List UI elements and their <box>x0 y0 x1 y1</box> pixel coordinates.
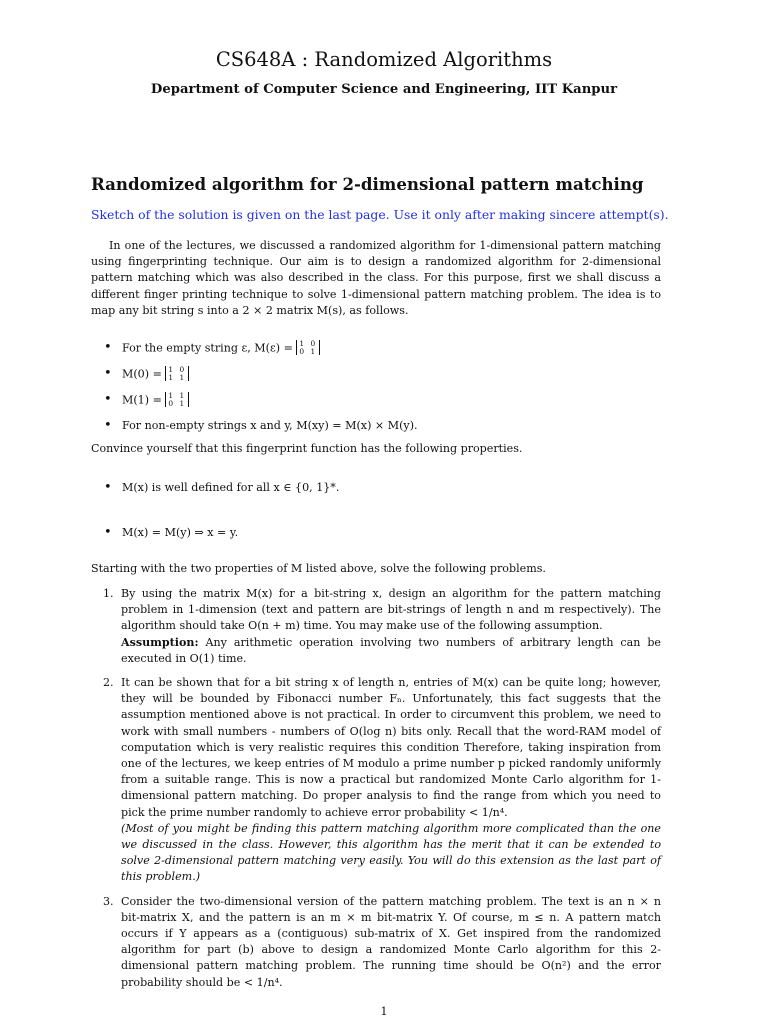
definition-zero-text: M(0) = <box>122 367 166 381</box>
problem-text: Consider the two-dimensional version of the pattern matching problem. The text is an n × n bit-matrix X, and the pattern is an m × m bit-matrix Y. Of course, m ≤ n. A pattern match occurs if Y appears as a (contiguous) sub-matrix of X. Get inspired from the randomized algorithm for part (b) above to design a randomized Monte Carlo algorithm for this 2-dimensional pattern matching problem. The running time should be O(n²) and the error probability should be < 1/n⁴. <box>121 894 661 989</box>
problem-3 <box>103 894 661 991</box>
problem-number: 2. <box>103 676 114 690</box>
assumption-text: Any arithmetic operation involving two numbers of arbitrary length can be executed in O(1) time. <box>121 635 661 665</box>
section-title: Randomized algorithm for 2-dimensional pattern matching <box>91 174 644 194</box>
solution-note: Sketch of the solution is given on the last page. Use it only after making sincere attempt(s). <box>91 207 669 222</box>
department-line: Department of Computer Science and Engineering, IIT Kanpur <box>150 82 618 97</box>
problem-text: It can be shown that for a bit string x of length n, entries of M(x) can be quite long; however, they will be bounded by Fibonacci number Fₙ. Unfortunately, this fact suggests that the assumption mentioned above is not practical. In order to circumvent this problem, we need to work with small numbers - numbers of O(log n) bits only. Recall that the word-RAM model of computation which is very realistic requires this condition Therefore, taking inspiration from one of the lectures, we keep entries of M modulo a prime number p picked randomly uniformly from a suitable range. This is now a practical but randomized Monte Carlo algorithm for 1-dimensional pattern matching. Do proper analysis to find the range from which you need to pick the prime number randomly to achieve error probability < 1/n⁴. <box>121 676 661 819</box>
starting-paragraph: Starting with the two properties of M listed above, solve the following problems. <box>91 562 546 575</box>
assumption-label: Assumption: <box>121 635 199 649</box>
definition-empty-text: For the empty string ε, M(ε) = <box>122 341 297 355</box>
problem-list <box>103 586 661 999</box>
page-number: 1 <box>380 1005 388 1018</box>
property-list <box>104 481 339 571</box>
problem-1 <box>103 586 661 667</box>
intro-paragraph: In one of the lectures, we discussed a randomized algorithm for 1-dimensional pattern matching using fingerprinting technique. Our aim is to design a randomized algorithm for 2-dimensional pattern matching which was also described in the class. For this purpose, first we shall discuss a different finger printing technique to solve 1-dimensional pattern matching problem. The idea is to map any bit string s into a 2 × 2 matrix M(s), as follows. <box>91 239 661 317</box>
course-title: CS648A : Randomized Algorithms <box>215 48 553 71</box>
problem-2 <box>103 675 661 886</box>
definition-empty <box>104 341 418 367</box>
matrix-row: 1 0 <box>299 339 318 348</box>
matrix-row: 1 0 <box>168 365 187 374</box>
convince-paragraph: Convince yourself that this fingerprint function has the following properties. <box>91 442 523 455</box>
matrix-row: 1 1 <box>168 391 187 400</box>
definition-zero <box>104 367 418 393</box>
property-well-defined: • M(x) is well defined for all x ∈ {0, 1}*. <box>104 481 339 526</box>
matrix-row: 1 1 <box>168 372 187 382</box>
matrix-row: 0 1 <box>168 398 187 408</box>
m1-matrix <box>165 392 189 407</box>
problem-remark: (Most of you might be finding this pattern matching algorithm more complicated than the one we discussed in the class. However, this algorithm has the merit that it can be extended to solve 2-dimensional pattern matching very easily. You will do this extension as the last part of this problem.) <box>121 821 661 884</box>
definition-one-text: M(1) = <box>122 393 166 407</box>
problem-number: 1. <box>103 587 114 600</box>
definition-one <box>104 393 418 419</box>
definition-nonempty: • For non-empty strings x and y, M(xy) = M(x) × M(y). <box>104 419 418 445</box>
property-injective: • M(x) = M(y) ⇒ x = y. <box>104 526 339 571</box>
identity-matrix <box>296 340 320 355</box>
m0-matrix <box>165 366 189 381</box>
definition-list <box>104 341 418 445</box>
problem-number: 3. <box>103 894 114 908</box>
problem-text: By using the matrix M(x) for a bit-string x, design an algorithm for the pattern matching problem in 1-dimension (text and pattern are bit-strings of length n and m respectively). The algorithm should take O(n + m) time. You may make use of the following assumption. <box>121 587 661 633</box>
matrix-row: 0 1 <box>299 346 318 356</box>
